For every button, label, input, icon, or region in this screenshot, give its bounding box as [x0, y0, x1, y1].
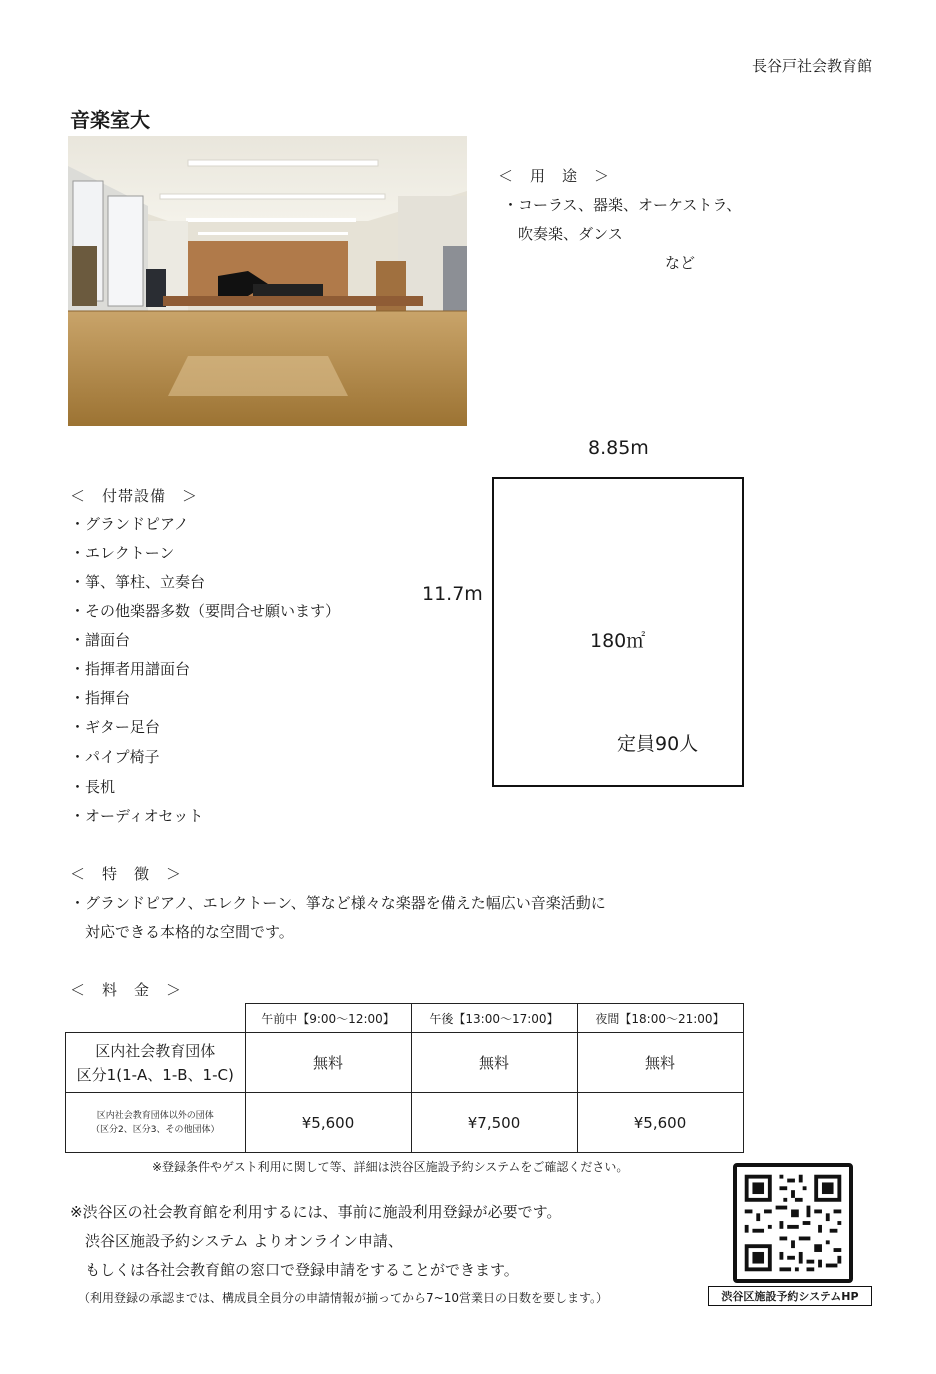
fee-row-label [66, 1033, 246, 1093]
qr-code-icon [737, 1167, 849, 1279]
fee-row-other-groups [66, 1093, 744, 1153]
room-photo [68, 136, 467, 426]
qr-code[interactable] [733, 1163, 853, 1283]
fee-col-night: 夜間【18:00～21:00】 [577, 1004, 743, 1033]
room-area: 180㎡ [590, 630, 646, 652]
equipment-item: ・ギター足台 [70, 718, 160, 736]
fee-corner-cell [66, 1004, 246, 1033]
room-title: 音楽室大 [70, 108, 150, 132]
fee-value: 無料 [245, 1033, 411, 1093]
approval-time-note: （利用登録の承認までは、構成員全員分の申請情報が揃ってから7~10営業日の日数を要します。） [78, 1291, 609, 1305]
fee-value: 無料 [577, 1033, 743, 1093]
fee-value: 無料 [411, 1033, 577, 1093]
feature-line: ・グランドピアノ、エレクトーン、箏など様々な楽器を備えた幅広い音楽活動に [70, 894, 606, 912]
fee-value: ¥5,600 [577, 1093, 743, 1153]
fee-row-ward-groups [66, 1033, 744, 1093]
fee-row-label-line: 区内社会教育団体以外の団体 [96, 1110, 214, 1121]
organization-name: 長谷戸社会教育館 [752, 57, 873, 75]
equipment-item: ・箏、箏柱、立奏台 [70, 573, 206, 591]
fee-value: ¥5,600 [245, 1093, 411, 1153]
registration-conditions-note: ※登録条件やゲスト利用に関して等、詳細は渋谷区施設予約システムをご確認ください。 [152, 1160, 629, 1174]
equipment-item: ・譜面台 [70, 631, 131, 649]
fees-heading: ＜ 料 金 ＞ [70, 981, 183, 999]
equipment-item: ・パイプ椅子 [70, 748, 160, 766]
equipment-item: ・指揮者用譜面台 [70, 660, 191, 678]
equipment-heading: ＜ 付帯設備 ＞ [70, 487, 199, 505]
registration-note-line: 渋谷区施設予約システム よりオンライン申請、 [70, 1232, 403, 1250]
equipment-item: ・その他楽器多数（要問合せ願います） [70, 602, 341, 620]
fee-table [65, 1003, 744, 1153]
room-capacity: 定員90人 [617, 733, 699, 755]
room-width: 8.85m [588, 437, 649, 459]
equipment-item: ・指揮台 [70, 689, 131, 707]
usage-heading: ＜ 用 途 ＞ [498, 167, 611, 185]
fee-row-label [66, 1093, 246, 1153]
usage-line: ・コーラス、器楽、オーケストラ、 [503, 196, 742, 214]
registration-note-line: もしくは各社会教育館の窓口で登録申請をすることができます。 [70, 1261, 519, 1279]
fee-header-row [66, 1004, 744, 1033]
usage-line-etc: など [665, 254, 696, 272]
fee-row-label-line: 区内社会教育団体 [95, 1041, 216, 1060]
fee-col-morning: 午前中【9:00～12:00】 [245, 1004, 411, 1033]
qr-code-label: 渋谷区施設予約システムHP [708, 1286, 872, 1306]
fee-row-label-line: （区分2、区分3、その他団体） [91, 1124, 220, 1135]
fee-row-label-line: 区分1(1-A、1-B、1-C) [76, 1065, 234, 1084]
equipment-item: ・グランドピアノ [70, 515, 189, 533]
registration-note-line: ※渋谷区の社会教育館を利用するには、事前に施設利用登録が必要です。 [70, 1203, 562, 1221]
fee-value: ¥7,500 [411, 1093, 577, 1153]
equipment-item: ・オーディオセット [70, 807, 204, 825]
room-depth: 11.7m [422, 583, 483, 605]
usage-line: 吹奏楽、ダンス [503, 225, 623, 243]
feature-line: 対応できる本格的な空間です。 [70, 923, 294, 941]
features-heading: ＜ 特 徴 ＞ [70, 865, 183, 883]
equipment-item: ・エレクトーン [70, 544, 175, 562]
fee-col-afternoon: 午後【13:00～17:00】 [411, 1004, 577, 1033]
equipment-item: ・長机 [70, 778, 116, 796]
